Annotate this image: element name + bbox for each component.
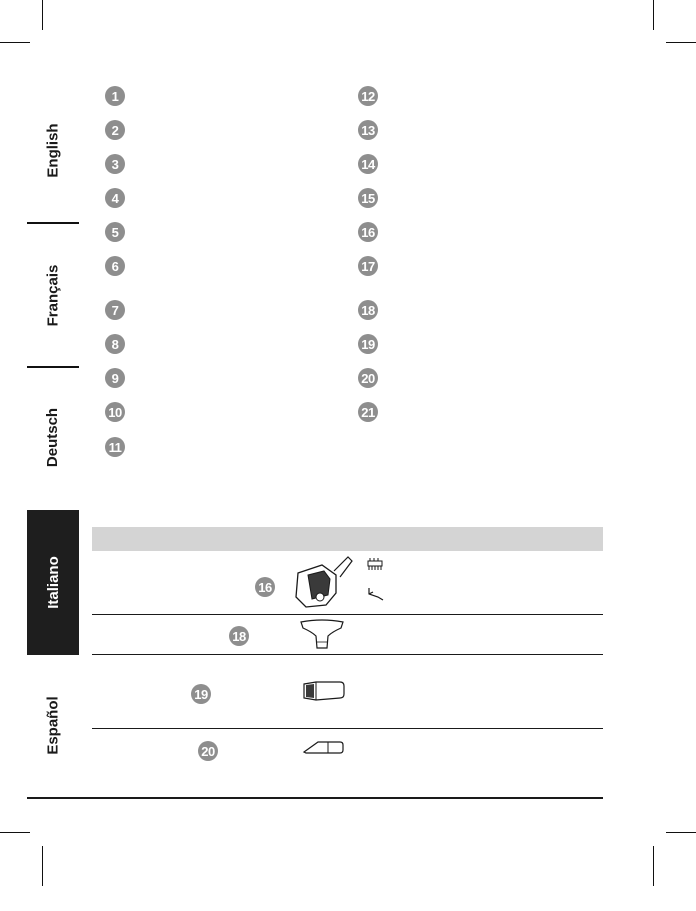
crop-mark-bottom-left-h [0, 832, 30, 833]
crop-mark-bottom-right-v [653, 846, 654, 886]
table-row-divider [92, 654, 603, 655]
part-number-badge: 11 [105, 437, 125, 457]
accessory-number-badge: 19 [191, 684, 211, 704]
accessory-number-badge: 16 [255, 577, 275, 597]
crop-mark-top-left-h [0, 42, 30, 43]
part-number-badge: 4 [105, 188, 125, 208]
tab-english[interactable]: English [44, 122, 62, 178]
part-number-badge: 9 [105, 368, 125, 388]
part-number-badge: 15 [358, 188, 378, 208]
table-header [92, 527, 603, 551]
part-number-badge: 2 [105, 120, 125, 140]
part-number-badge: 12 [358, 86, 378, 106]
tab-italiano[interactable]: Italiano [27, 510, 79, 655]
crop-mark-top-left-v [42, 0, 43, 30]
part-number-badge: 18 [358, 300, 378, 320]
part-number-badge: 17 [358, 256, 378, 276]
table-row-divider [92, 614, 603, 615]
part-number-badge: 5 [105, 222, 125, 242]
part-number-badge: 8 [105, 334, 125, 354]
accessory-number-badge: 20 [198, 741, 218, 761]
part-number-badge: 14 [358, 154, 378, 174]
part-number-badge: 10 [105, 402, 125, 422]
part-number-badge: 1 [105, 86, 125, 106]
language-divider [27, 222, 79, 224]
tab-espanol[interactable]: Español [44, 695, 62, 755]
part-number-badge: 20 [358, 368, 378, 388]
part-number-badge: 13 [358, 120, 378, 140]
part-number-badge: 19 [358, 334, 378, 354]
tab-deutsch[interactable]: Deutsch [44, 407, 62, 468]
crop-mark-bottom-right-h [666, 832, 696, 833]
crevice-nozzle-icon [302, 738, 344, 756]
brush-strip-icon [366, 557, 386, 571]
part-number-badge: 16 [358, 222, 378, 242]
page-bottom-rule [27, 797, 603, 799]
part-number-badge: 21 [358, 402, 378, 422]
crop-mark-bottom-left-v [42, 846, 43, 886]
dusting-brush-icon [298, 618, 346, 652]
floor-nozzle-icon [290, 553, 356, 613]
squeegee-icon [366, 586, 386, 602]
accessory-number-badge: 18 [229, 626, 249, 646]
upholstery-nozzle-icon [300, 678, 346, 704]
part-number-badge: 7 [105, 300, 125, 320]
tab-francais[interactable]: Français [44, 264, 62, 326]
part-number-badge: 3 [105, 154, 125, 174]
part-number-badge: 6 [105, 256, 125, 276]
crop-mark-top-right-h [666, 42, 696, 43]
table-row-divider [92, 728, 603, 729]
crop-mark-top-right-v [653, 0, 654, 30]
language-divider [27, 366, 79, 368]
